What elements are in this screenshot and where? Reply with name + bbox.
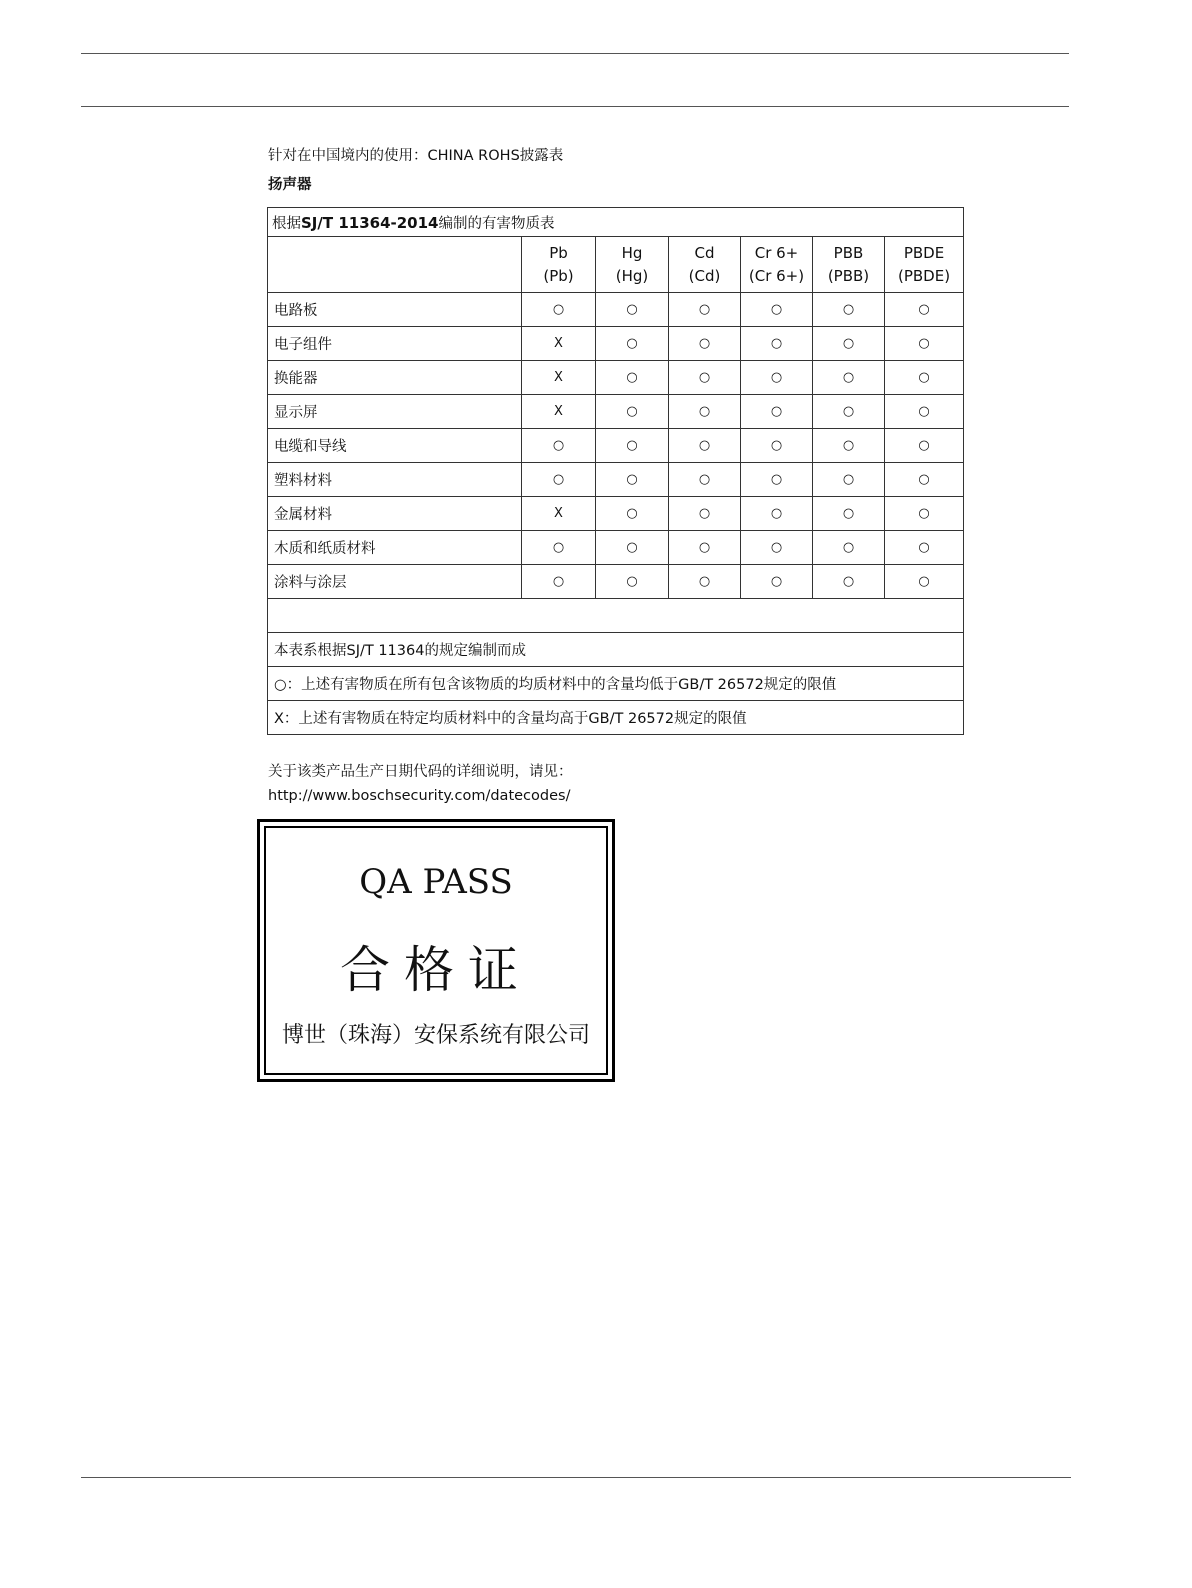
substance-value: ○ [741,565,813,599]
substance-value: ○ [522,565,596,599]
substance-value: ○ [522,429,596,463]
substance-value: ○ [813,327,885,361]
qa-company-name: 博世（珠海）安保系统有限公司 [281,1023,590,1048]
component-header-blank [268,237,522,293]
component-name: 涂料与涂层 [268,565,522,599]
substance-value: ○ [741,327,813,361]
substance-header: Cd (Cd) [669,237,741,293]
substance-value: ○ [813,463,885,497]
table-row [268,463,964,497]
substance-value: ○ [813,293,885,327]
substance-value: ○ [885,361,964,395]
substance-header: PBB (PBB) [813,237,885,293]
qa-certificate-text: 合格证 [340,941,532,999]
qa-pass-title: QA PASS [359,862,513,902]
footer-rule [81,1477,1071,1478]
header-rule-top [81,53,1069,54]
component-name: 金属材料 [268,497,522,531]
qa-pass-inner-border [264,826,608,1075]
component-name: 换能器 [268,361,522,395]
substance-value: ○ [669,463,741,497]
substance-value: ○ [741,531,813,565]
product-subtitle: 扬声器 [268,177,312,193]
component-name: 木质和纸质材料 [268,531,522,565]
substance-value: ○ [596,531,669,565]
substance-header: Cr 6+ (Cr 6+) [741,237,813,293]
table-note-row: 本表系根据SJ/T 11364的规定编制而成 [268,633,964,667]
substance-value: ○ [741,497,813,531]
component-name: 塑料材料 [268,463,522,497]
substance-value: ○ [596,463,669,497]
substance-value: ○ [885,531,964,565]
substance-value: ○ [669,293,741,327]
substance-value: X [522,361,596,395]
substance-value: ○ [669,497,741,531]
substance-value: X [522,395,596,429]
substance-value: ○ [741,463,813,497]
table-row [268,293,964,327]
substance-value: ○ [522,463,596,497]
substance-value: ○ [596,395,669,429]
substance-value: ○ [669,327,741,361]
component-name: 电子组件 [268,327,522,361]
substance-value: ○ [596,565,669,599]
substance-value: ○ [522,293,596,327]
substance-header: Hg (Hg) [596,237,669,293]
component-name: 电路板 [268,293,522,327]
date-code-text: 关于该类产品生产日期代码的详细说明，请见： [268,764,573,780]
table-row [268,395,964,429]
table-row [268,429,964,463]
substance-value: ○ [596,293,669,327]
substance-value: X [522,327,596,361]
substance-value: ○ [741,293,813,327]
substance-value: ○ [885,395,964,429]
substance-value: ○ [885,463,964,497]
substance-value: ○ [522,531,596,565]
rohs-intro: 针对在中国境内的使用：CHINA ROHS披露表 [268,148,564,164]
substance-value: ○ [813,429,885,463]
table-note-row: ○：上述有害物质在所有包含该物质的均质材料中的含量均低于GB/T 26572规定的限值 [268,667,964,701]
table-row [268,497,964,531]
substance-value: ○ [669,395,741,429]
date-code-url: http://www.boschsecurity.com/datecodes/ [268,788,571,804]
substance-value: ○ [885,429,964,463]
substance-value: ○ [813,497,885,531]
substance-value: ○ [669,361,741,395]
substance-value: X [522,497,596,531]
substance-header: Pb (Pb) [522,237,596,293]
substance-value: ○ [669,565,741,599]
table-row [268,531,964,565]
substance-value: ○ [741,429,813,463]
substance-header: PBDE (PBDE) [885,237,964,293]
table-caption: 根据SJ/T 11364-2014编制的有害物质表 [268,208,964,237]
substance-value: ○ [813,565,885,599]
rohs-table [267,207,964,735]
table-blank-row [268,599,964,633]
substance-value: ○ [741,395,813,429]
substance-value: ○ [885,565,964,599]
substance-value: ○ [596,327,669,361]
substance-value: ○ [596,429,669,463]
substance-value: ○ [885,497,964,531]
substance-value: ○ [669,429,741,463]
substance-value: ○ [885,293,964,327]
component-name: 电缆和导线 [268,429,522,463]
component-name: 显示屏 [268,395,522,429]
table-note-row: X：上述有害物质在特定均质材料中的含量均高于GB/T 26572规定的限值 [268,701,964,735]
substance-value: ○ [741,361,813,395]
substance-value: ○ [596,361,669,395]
substance-value: ○ [596,497,669,531]
header-rule-bottom [81,106,1069,107]
date-code-note [268,760,573,808]
substance-value: ○ [813,395,885,429]
substance-value: ○ [813,361,885,395]
substance-value: ○ [669,531,741,565]
table-row [268,565,964,599]
table-row [268,361,964,395]
substance-value: ○ [813,531,885,565]
qa-pass-label [257,819,615,1082]
substance-value: ○ [885,327,964,361]
table-row [268,327,964,361]
